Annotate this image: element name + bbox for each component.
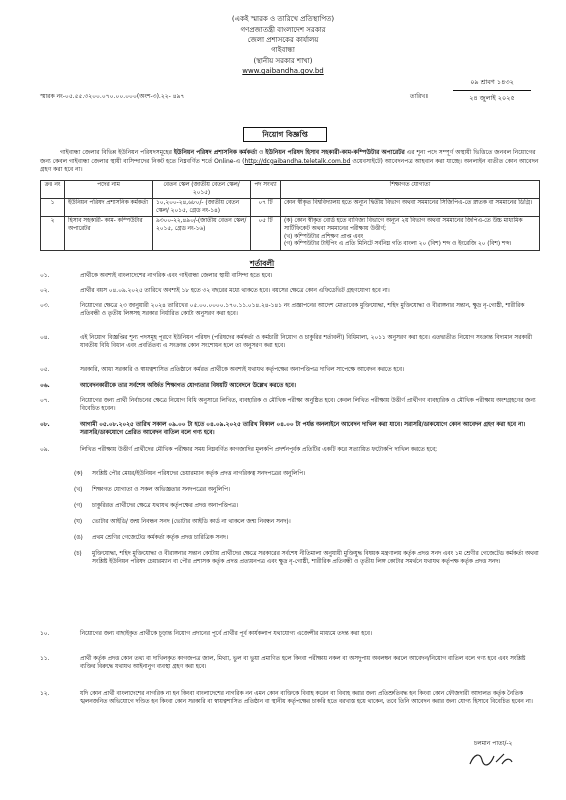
section-name: (স্থানীয় সরকার শাখা) — [253, 57, 313, 65]
subitem-text: ভোটার আইডি/ জন্ম নিবন্ধন সনদ (ভোটার আইডি কার্ড না থাকলে জন্ম নিবন্ধন সনদ)। — [92, 519, 291, 525]
memo-ref: স্মারক নং-০৫.৫৫.৩২০০.০৭০.০০.০০০(অংশ-৩).২২- ৪৯৭ — [40, 93, 185, 100]
condition-item — [40, 655, 540, 671]
condition-item — [40, 397, 540, 413]
row-post: হিসাব সহকারী- কাম- কম্পিউটার অপারেটর — [65, 217, 153, 250]
date-divider — [453, 90, 531, 91]
govt-name: গণপ্রজাতন্ত্রী বাংলাদেশ সরকার — [240, 26, 326, 34]
intro-post-1: ইউনিয়ন পরিষদ প্রশাসনিক কর্মকর্তা — [173, 149, 258, 156]
condition-number: ১১. — [40, 656, 50, 662]
col-count: পদ সংখ্যা — [251, 181, 281, 199]
subitem-text: মুক্তিযোদ্ধা, শহিদ মুক্তিযোদ্ধা ও বীরাঙ্গনার সন্তান কোটায় প্রার্থীদের ক্ষেত্রে সরকারের সর্বশেষ নীতিমালা অনুযায়ী মুক্তিযুদ্ধ বিষয়ক মন্ত্রণালয় কর্তৃক প্রদত্ত সনদ এবং ১ম শ্রেণীর গেজেটেড কর্মকর্তা অথবা সংশ্লিষ্ট ইউনিয়ন পরিষদ চেয়ারম্যান বা পৌর প্রশাসক কর্তৃক প্রদত্ত প্রত্যয়নপত্র এবং ক্ষুদ্র নৃ-গোষ্ঠী, শারীরিক প্রতিবন্ধী ও তৃতীয় লিঙ্গ কোটার সমর্থনে যথাযথ কর্তৃপক্ষ কর্তৃক প্রদত্ত সনদ। — [92, 551, 539, 565]
condition-number: ০৭. — [40, 398, 50, 404]
intro-text-2: ও — [257, 149, 266, 156]
subitem — [74, 518, 534, 526]
row-count: ০৫ টি — [251, 217, 281, 250]
subitem-key: (ক) — [74, 471, 83, 477]
table-row — [41, 199, 540, 217]
subitem — [74, 550, 552, 566]
condition-number: ১২. — [40, 691, 50, 697]
subitem — [74, 534, 534, 542]
row-scale: ১০,২০০-২৪,৬৮০/- (জাতীয় বেতন স্কেল/ ২০১৫, গ্রেড নং-১৪) — [153, 199, 251, 217]
col-post: পদের নাম — [65, 181, 153, 199]
signature-mark — [460, 748, 530, 770]
intro-text-4: ওয়েবসাইটে) আবেদনপত্র আহবান করা যাচ্ছে। অনলাইন ব্যতীত কোন আবেদন গ্রহণ করা হবে না। — [40, 157, 539, 173]
condition-text: নিয়োগের ক্ষেত্রে ২৩ জানুয়ারী ২০২৪ তারিখের ০৫.০০.০০০০.১৭০.১১.০১৪.২৪-১৪১ নং প্রজ্ঞাপনের আদেশ মোতাবেক মুক্তিযোদ্ধা, শহিদ মুক্তিযোদ্ধা ও বীরাঙ্গনার সন্তান, ক্ষুদ্র নৃ-গোষ্ঠী, শারীরিক প্রতিবন্ধী ও তৃতীয় লিঙ্গসহ সরকার নির্ধারিত কোটা অনুসরণ করা হবে। — [80, 303, 525, 317]
condition-number: ০৯. — [40, 447, 50, 453]
office-name: জেলা প্রশাসকের কার্যালয় — [247, 36, 319, 44]
row-sl: ১ — [41, 199, 65, 217]
intro-post-2: ইউনিয়ন পরিষদ হিসাব সহকারী-কাম-কম্পিউটার অপারেটর — [265, 149, 405, 156]
notice-title: নিয়োগ বিজ্ঞপ্তি — [243, 127, 327, 142]
col-qual: শিক্ষাগত যোগ্যতা — [281, 181, 540, 199]
table-row — [41, 217, 540, 250]
condition-text: প্রার্থীর বয়স ০৪.০৯.২০২৫ তারিখে অবশ্যই ১৮ হতে ৩২ বছরের মধ্যে থাকতে হবে। বয়সের ক্ষেত্রে কোন এফিডেভিট গ্রহণযোগ্য হবে না। — [80, 288, 390, 294]
condition-item — [40, 446, 540, 454]
condition-item — [40, 382, 540, 390]
conditions-title: শর্তাবলী — [250, 259, 275, 268]
condition-item — [40, 302, 540, 318]
row-post: ইউনিয়ন পরিষদ প্রশাসনিক কর্মকর্তা — [65, 199, 153, 217]
condition-item — [40, 334, 540, 350]
condition-text: যদি কোন প্রার্থী বাংলাদেশের নাগরিক না হন কিংবা বাংলাদেশের নাগরিক নন এমন কোন ব্যক্তিকে বিবাহ করেন বা বিবাহ করার জন্য প্রতিশ্রুতিবদ্ধ হন কিংবা কোন ফৌজদারী আদালত কর্তৃক নৈতিক স্খলনজনিত অভিযোগে দণ্ডিত হন কিংবা কোন সরকারি বা স্বায়ত্বশাসিত প্রতিষ্ঠান বা স্থানীয় কর্তৃপক্ষের চাকরি হতে বরখাস্ত হয়ে থাকেন, তবে তিনি আবেদন করার জন্য যোগ্য হিসাবে বিবেচিত হবেন না। — [80, 691, 533, 705]
subitem-text: সংশ্লিষ্ট পৌর মেয়র/ইউনিয়ন পরিষদের চেয়ারম্যান কর্তৃক প্রদত্ত নাগরিকত্ব সনদপত্রের অনুলিপি। — [92, 471, 306, 477]
condition-number: ১০. — [40, 631, 50, 637]
date-bangla: ০৯ শ্রাবণ ১৪৩২ — [470, 78, 514, 86]
subitem-key: (চ) — [74, 551, 82, 557]
condition-text: সরকারি, আধা সরকারি ও স্বায়ত্বশাসিত প্রতিষ্ঠানে কর্মরত প্রার্থীকে অবশ্যই যথাযথ কর্তৃপক্ষের অনাপত্তিপত্র দাখিল সাপেক্ষে আবেদন করতে হবে। — [80, 367, 404, 373]
condition-item — [40, 421, 540, 437]
subitem-key: (খ) — [74, 487, 83, 493]
subitem-text: শিক্ষাগত যোগ্যতা ও সকল অভিজ্ঞতার সনদপত্রের অনুলিপি। — [92, 487, 230, 493]
condition-number: ০১. — [40, 273, 50, 279]
condition-text: লিখিত পরীক্ষায় উত্তীর্ণ প্রার্থীদের মৌখিক পরীক্ষার সময় নিম্নবর্ণিত কাগজাদির মূলকপি প্রদর্শনপূর্বক প্রতিটির একটি করে সত্যায়িত ফটোকপি দাখিল করতে হবে; — [80, 447, 438, 453]
intro-paragraph — [40, 149, 540, 175]
condition-number: ০৬. — [40, 383, 50, 389]
row-sl: ২ — [41, 217, 65, 250]
subitem-key: (ঙ) — [74, 535, 83, 541]
condition-item — [40, 366, 540, 374]
date-box — [453, 77, 531, 104]
condition-text: প্রার্থী কর্তৃক প্রদত্ত কোন তথ্য বা দাখিলকৃত কাগজপত্র জাল, মিথ্যা, ভুল বা ভুয়া প্রমাণিত হলে কিংবা পরীক্ষায় নকল বা অসদুপায় অবলম্বন করলে আবেদন/নিয়োগ বাতিল বলে গণ্য হবে এবং সংশ্লিষ্ট ব্যক্তির বিরুদ্ধে যথাযথ আইনানুগ ব্যবস্থা গ্রহণ করা হবে। — [80, 656, 526, 670]
row-scale: ৯৩০০-২২,৪৯০/-(জাতীয় বেতন স্কেল/২০১৫, গ্রেড নং-১৬) — [153, 217, 251, 250]
table-header-row — [41, 181, 540, 199]
subitem — [74, 486, 534, 494]
subitem-key: (গ) — [74, 503, 83, 509]
intro-text-3: এর শূন্য পদে সম্পূর্ণ অস্থায়ী ভিত্তিতে জনবল নিয়োগের জন্য কেবল গাইবান্ধা জেলার স্থায়ী বাসিন্দাদের নিকট হতে নিম্নবর্ণিত শর্তে Online-এ ( — [40, 149, 536, 165]
condition-item — [40, 272, 540, 280]
website-link[interactable]: www.gaibandha.gov.bd — [242, 67, 324, 75]
district-name: গাইবান্ধা — [271, 46, 295, 54]
col-scale: বেতন স্কেল (জাতীয় বেতন স্কেল/২০১৫) — [153, 181, 251, 199]
teletalk-link[interactable]: http://dcgaibandha.teletalk.com.bd — [244, 157, 351, 165]
condition-number: ০৫. — [40, 367, 50, 373]
condition-item — [40, 690, 540, 706]
subitem-text: প্রথম শ্রেণির গেজেটেড কর্মকর্তা কর্তৃক প্রদত্ত চারিত্রিক সনদ। — [92, 535, 228, 541]
condition-number: ০৩. — [40, 303, 50, 309]
condition-text: আগামী ০৫.০৮.২০২৫ তারিখ সকাল ০৯.০০ টা হতে ০৪.০৯.২০২৫ তারিখ বিকাল ০৪.০০ টা পর্যন্ত অনলাইনে আবেদন দাখিল করা যাবে। সরাসরি/ডাকযোগে কোন আবেদন গ্রহণ করা হবে না। সরাসরি/ডাকযোগে প্রেরিত আবেদন বাতিল বলে গণ্য হবে। — [80, 422, 526, 436]
subitem-text: চাকুরিরত প্রার্থীদের ক্ষেত্রে যথাযথ কর্তৃপক্ষের প্রদত্ত অনাপত্তিপত্র। — [92, 503, 239, 509]
subitem — [74, 470, 534, 478]
posts-table — [40, 180, 540, 251]
memo-note: (একই স্মারক ও তারিখে প্রতিস্থাপিত) — [231, 15, 335, 23]
row-count: ০৭ টি — [251, 199, 281, 217]
condition-text: প্রার্থীকে অবশ্যই বাংলাদেশের নাগরিক এবং গাইবান্ধা জেলার স্থায়ী বাসিন্দা হতে হবে। — [80, 273, 273, 279]
continued-note: চলমান পাতা/-২ — [474, 740, 513, 747]
row-qual: (ক) কোন স্বীকৃত বোর্ড হতে বাণিজ্য বিভাগে অন্যূন ২য় বিভাগ অথবা সমমানের জিপিএ-তে উচ্চ মাধ্যমিক সার্টিফিকেট অথবা সমমানের পরীক্ষায় উত্তীর্ণ; (খ) কম্পিউটার প্রশিক্ষণ প্রাপ্ত এবং (গ) কম্পিউটার টাইপিং এ প্রতি মিনিটে সর্বনিম্ন গতি বাংলা ২০ (বিশ) শব্দ ও ইংরেজি ২০ (বিশ) শব্দ। — [281, 217, 540, 250]
condition-number: ০৪. — [40, 335, 50, 341]
date-label: তারিখঃ — [410, 93, 429, 100]
condition-text: এই নিয়োগ বিজ্ঞপ্তির শূন্য পদসমূহ পূরণে ইউনিয়ন পরিষদ (পরিষদের কর্মকর্তা ও কর্মচারী নিয়োগ ও চাকুরির শর্তাবলী) বিধিমালা, ২০১১ অনুসরণ করা হবে। এতদ্ব্যতীত নিয়োগ সংক্রান্ত বিদ্যমান সরকারী যাবতীয় বিধি বিধান এবং প্রবর্তিতব্য এ সংক্রান্ত কোন সংশোধন হলে তা অনুসরণ করা হবে। — [80, 335, 533, 349]
col-sl: ক্রঃ নং — [41, 181, 65, 199]
condition-item — [40, 287, 540, 295]
subitem — [74, 502, 534, 510]
row-qual: কোন স্বীকৃত বিশ্ববিদ্যালয় হতে অন্যূন দ্বিতীয় বিভাগ অথবা সমমানের সিজিপিএ-তে স্নাতক বা সমমানের ডিগ্রি। — [281, 199, 540, 217]
condition-item — [40, 630, 540, 638]
subitem-key: (ঘ) — [74, 519, 83, 525]
condition-text: নিয়োগের জন্য প্রার্থী নির্বাচনের ক্ষেত্রে নিয়োগ বিধি অনুসারে লিখিত, ব্যবহারিক ও মৌখিক পরীক্ষা অনুষ্ঠিত হবে। কেবল লিখিত পরীক্ষায় উত্তীর্ণ প্রার্থীগণ ব্যবহারিক ও মৌখিক পরীক্ষায় অংশগ্রহণের জন্য বিবেচিত হবেন। — [80, 398, 536, 412]
date-english: ২৪ জুলাই ২০২৫ — [469, 94, 515, 102]
condition-text: আবেদনকারীকে তার সর্বশেষ অর্জিত শিক্ষাগত যোগ্যতার বিষয়টি আবেদনে উল্লেখ করতে হবে। — [80, 383, 296, 389]
condition-text: নিয়োগের জন্য বাছাইকৃত প্রার্থীকে চূড়ান্ত নিয়োগ প্রদানের পূর্বে প্রার্থীর পূর্ব কার্যকলাপ যথাযোগ্য এজেন্সীর মাধ্যমে তদন্ত করা হবে। — [80, 631, 372, 637]
condition-number: ০২. — [40, 288, 50, 294]
intro-text-1: গাইবান্ধা জেলার বিভিন্ন ইউনিয়ন পরিষদসমূহের — [60, 149, 174, 156]
condition-number: ০৮. — [40, 422, 50, 428]
